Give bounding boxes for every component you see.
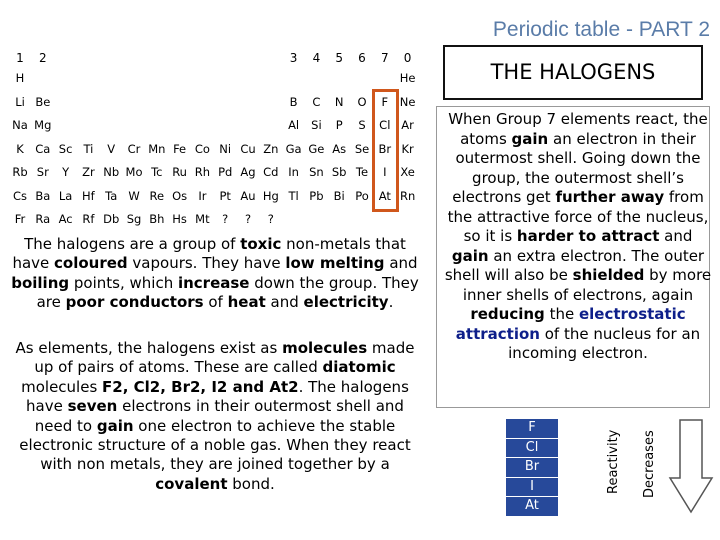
element-Ru: Ru <box>172 165 187 179</box>
element-Ga: Ga <box>285 141 302 156</box>
element-Ir: Ir <box>198 188 207 203</box>
element-Mo: Mo <box>125 165 143 179</box>
element-Pd: Pd <box>218 165 233 179</box>
element-Ag: Ag <box>240 165 256 179</box>
halogen-list-item: Cl <box>506 439 558 459</box>
page-title: Periodic table - PART 2 <box>492 18 710 41</box>
element-At: At <box>378 188 391 203</box>
halogens-heading: THE HALOGENS <box>490 60 656 84</box>
element-As: As <box>332 141 347 156</box>
element-He: He <box>399 71 416 85</box>
element-Y: Y <box>62 165 70 179</box>
element-Sn: Sn <box>309 165 324 179</box>
reactivity-label: Reactivity <box>606 429 621 494</box>
element-S: S <box>358 118 366 132</box>
decreases-label: Decreases <box>642 430 657 498</box>
element-Ge: Ge <box>308 141 325 156</box>
element-Ca: Ca <box>35 141 51 156</box>
group-number: 6 <box>358 51 366 65</box>
element-Te: Te <box>355 165 369 179</box>
element-Pt: Pt <box>219 188 231 203</box>
element-Hg: Hg <box>262 188 279 203</box>
element-Mt: Mt <box>195 212 210 226</box>
element-Cr: Cr <box>127 141 141 156</box>
element-Ac: Ac <box>58 212 73 226</box>
element-Sr: Sr <box>36 165 49 179</box>
element-Os: Os <box>172 188 188 203</box>
halogen-list-item: F <box>506 419 558 439</box>
halogens-heading-box <box>443 45 703 100</box>
element-Be: Be <box>35 94 51 109</box>
element-Rb: Rb <box>12 165 28 179</box>
element-O: O <box>357 94 367 109</box>
reactivity-label-group <box>606 418 666 508</box>
group-number: 4 <box>312 51 321 65</box>
element-K: K <box>16 141 24 156</box>
element-Hf: Hf <box>82 188 95 203</box>
element-Br: Br <box>378 141 392 156</box>
element-Po: Po <box>355 188 369 203</box>
element-W: W <box>128 188 140 203</box>
halogen-list-item: I <box>506 478 558 498</box>
element-Db: Db <box>103 212 120 226</box>
element-Al: Al <box>288 118 300 132</box>
element-Pb: Pb <box>309 188 324 203</box>
element-Nb: Nb <box>103 165 120 179</box>
element-La: La <box>58 188 73 203</box>
element-P: P <box>335 118 343 132</box>
element-Ba: Ba <box>35 188 51 203</box>
element-Bh: Bh <box>149 212 165 226</box>
element-Ar: Ar <box>401 118 414 132</box>
group-number: 2 <box>38 51 47 65</box>
down-arrow-icon <box>668 418 714 514</box>
element-Kr: Kr <box>401 141 414 156</box>
element-Li: Li <box>15 94 25 109</box>
element-Se: Se <box>354 141 370 156</box>
group-number: 1 <box>16 51 24 65</box>
element-Au: Au <box>240 188 256 203</box>
element-In: In <box>288 165 299 179</box>
element-Cd: Cd <box>263 165 279 179</box>
element-Hs: Hs <box>172 212 187 226</box>
halogen-properties-paragraph: The halogens are a group of toxic non-metals that have coloured vapours. They have low melting and boiling points, which increase down the group. They are poor conductors of heat and electricity. <box>11 235 419 312</box>
element-Ni: Ni <box>219 141 232 156</box>
halogen-list <box>505 418 559 518</box>
element-Ti: Ti <box>83 141 94 156</box>
element-V: V <box>107 141 116 156</box>
reactivity-explanation: When Group 7 elements react, the atoms gain an electron in their outermost shell. Going down the group, the outermost shell’s electrons get further away from the attractive force of the nucleus, so it is harder to attract and gain an extra electron. The outer shell will also be shielded by more inner shells of electrons, again reducing the electrostatic attraction of the nucleus for an incoming electron. <box>444 110 712 362</box>
element-Na: Na <box>12 118 28 132</box>
group-number: 3 <box>289 51 298 65</box>
element-F: F <box>381 94 389 109</box>
halogen-elements-paragraph: As elements, the halogens exist as molecules made up of pairs of atoms. These are called diatomic molecules F2, Cl2, Br2, I2 and At2. The halogens have seven electrons in their outermost shell and need to gain one electron to achieve the stable electronic structure of a noble gas. When they react with non metals, they are joined together by a covalent bond. <box>15 339 415 493</box>
group-number: 7 <box>380 51 389 65</box>
element-Cs: Cs <box>12 188 28 203</box>
element-Tl: Tl <box>288 188 299 203</box>
element-H: H <box>15 71 25 85</box>
element-Rn: Rn <box>399 188 416 203</box>
element-Tc: Tc <box>151 165 163 179</box>
element-Ra: Ra <box>35 212 51 226</box>
element-Ne: Ne <box>399 94 416 109</box>
halogen-group-highlight <box>372 89 399 213</box>
element-Mn: Mn <box>148 141 166 156</box>
element-Ta: Ta <box>105 188 118 203</box>
element-Cl: Cl <box>379 118 391 132</box>
element-?: ? <box>222 212 229 226</box>
element-Rh: Rh <box>194 165 211 179</box>
halogen-list-item: At <box>506 497 558 517</box>
element-Zr: Zr <box>82 165 95 179</box>
element-Rf: Rf <box>82 212 95 226</box>
element-Sg: Sg <box>126 212 142 226</box>
element-B: B <box>289 94 298 109</box>
element-Bi: Bi <box>333 188 345 203</box>
element-Co: Co <box>194 141 210 156</box>
element-Cu: Cu <box>240 141 256 156</box>
group-number: 5 <box>335 51 343 65</box>
element-Si: Si <box>311 118 322 132</box>
element-Re: Re <box>149 188 165 203</box>
element-C: C <box>312 94 321 109</box>
element-?: ? <box>244 212 252 226</box>
halogen-list-item: Br <box>506 458 558 478</box>
element-Sb: Sb <box>331 165 347 179</box>
element-Fr: Fr <box>14 212 26 226</box>
element-Sc: Sc <box>58 141 73 156</box>
periodic-table <box>8 50 428 226</box>
element-I: I <box>383 165 387 179</box>
element-Zn: Zn <box>263 141 279 156</box>
element-?: ? <box>267 212 274 226</box>
element-Mg: Mg <box>34 118 52 132</box>
element-N: N <box>334 94 344 109</box>
group-number: 0 <box>403 51 412 65</box>
element-Fe: Fe <box>173 141 187 156</box>
element-Xe: Xe <box>400 165 415 179</box>
